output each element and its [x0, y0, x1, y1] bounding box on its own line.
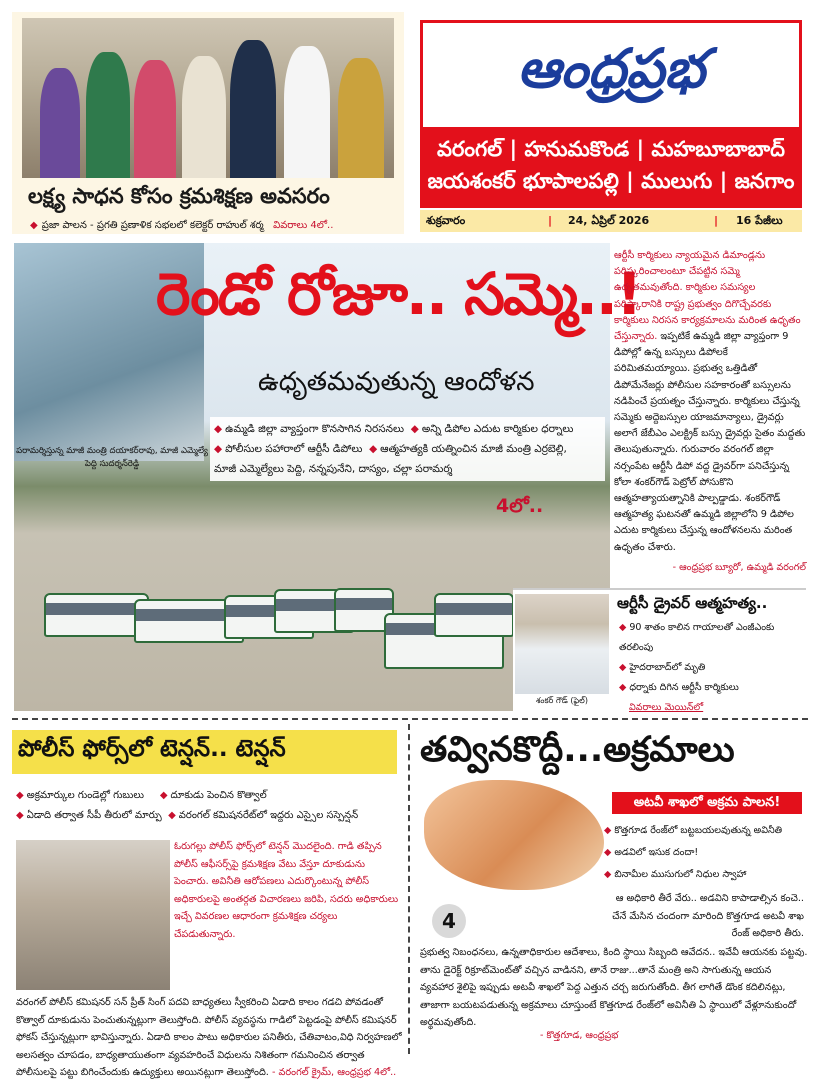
forest-body-text: ప్రభుత్వ నిబంధనలు, ఉన్నతాధికారుల ఆదేశాలు, కింది స్థాయి సిబ్బంది ఆవేదన.. ఇవేవీ ఆయనకు పట్టవు. తాను డైరెక్ట్ రిక్రూట్‌మెంట్‌తో వచ్చిన వాడినని, తానే రాజు...తానే మంత్రి అని సాగుతున్న ఆయన వ్యవహార శైలిపై ఇప్పుడు అటవీ శాఖలో పెద్ద ఎత్తున చర్చ జరుగుతోంది. తీగ లాగితే డొంక కదిలినట్లు, తాజాగా బయటపడుతున్న అక్రమాలు చూస్తుంటే కొత్తగూడ రేంజ్‌లో అవినీతి ఏ స్థాయిలో వేళ్లూనుకుందో అర్థమవుతోంది. — [420, 947, 808, 1028]
forest-byline: - కొత్తగూడ, ఆంధ్రప్రభ — [540, 1030, 619, 1041]
issue-day: శుక్రవారం — [426, 214, 466, 227]
felicitation-photo — [22, 18, 394, 178]
police-ref[interactable]: 4లో.. — [373, 1067, 397, 1078]
forest-bullet: అడవిలో ఇసుక దందా! — [614, 847, 699, 858]
driver-box-title: ఆర్టీసీ డ్రైవర్ ఆత్మహత్య.. — [617, 594, 768, 612]
driver-photo-caption: శంకర్ గౌడ్ (ఫైల్) — [536, 696, 588, 705]
page-number-badge: 4 — [432, 904, 466, 938]
police-bullet: దూకుడు పెంచిన కొత్వాల్ — [170, 790, 267, 801]
driver-item: ధర్నాకు దిగిన ఆర్టీసీ కార్మికులు — [629, 682, 739, 693]
issue-date: 24, ఏప్రిల్ 2026 — [568, 214, 650, 227]
newspaper-title: ఆంధ్రప్రభ — [423, 23, 799, 127]
police-bullets: ◆ అక్రమార్కుల గుండెల్లో గుబులు ◆ దూకుడు పెంచిన కొత్వాల్ ◆ ఏడాది తర్వాత సీపీ తీరులో మార్పు ◆ వరంగల్ కమిషనరేట్‌లో ఇద్దరు ఎస్సైల సస్పెన్షన్ — [16, 790, 359, 821]
lead-headline: రెండో రోజూ.. సమ్మె..! — [156, 260, 641, 328]
driver-box-ref[interactable]: వివరాలు మెయిన్‌లో — [629, 702, 704, 713]
forest-tag: అటవీ శాఖలో అక్రమ పాలన! — [612, 792, 802, 814]
driver-item: హైదరాబాద్‌లో మృతి — [629, 662, 706, 673]
edition-districts-line-1: వరంగల్ | హనుమకొండ | మహబూబాబాద్ — [437, 137, 785, 161]
top-story-subline: ◆ ప్రజా పాలన - ప్రగతి ప్రణాళిక సభలలో కలెక్టర్ రాహుల్ శర్మ వివరాలు 4లో.. — [30, 220, 334, 231]
police-headline: పోలీస్ ఫోర్స్‌లో టెన్షన్.. టెన్షన్ — [18, 736, 286, 762]
column-divider — [408, 724, 410, 1054]
lead-bullet: అన్ని డిపోల ఎదుట కార్మికుల ధర్నాలు — [421, 423, 574, 435]
lead-bullet: ఆత్మహత్యకి యత్నించిన మాజీ మంత్రి ఎర్రబెల్లి, — [380, 443, 567, 455]
police-bullet: వరంగల్ కమిషనరేట్‌లో ఇద్దరు ఎస్సైల సస్పెన్షన్ — [178, 810, 359, 821]
lead-bullet: ఉమ్మడి జిల్లా వ్యాప్తంగా కొనసాగిన నిరసనలు — [225, 423, 405, 435]
top-story-ref[interactable]: వివరాలు 4లో.. — [273, 220, 334, 231]
driver-box-list: ◆ 90 శాతం కాలిన గాయాలతో ఎంజీఎంకు తరలింపు ◆ హైదరాబాద్‌లో మృతి ◆ ధర్నాకు దిగిన ఆర్టీసీ కార్మికులు వివరాలు మెయిన్‌లో — [619, 618, 804, 718]
forest-intro-text: ఆ అధికారి తీరే వేరు.. అడవిని కాపాడాల్సిన కంచె.. చేనే మేసిన చందంగా మారింది కొత్తగూడ అటవీ శాఖ రేంజ్ అధికారి తీరు. — [612, 893, 804, 939]
lead-byline: - ఆంధ్రప్రభ బ్యూరో, ఉమ్మడి వరంగల్ — [672, 562, 806, 573]
police-bullet: అక్రమార్కుల గుండెల్లో గుబులు — [26, 790, 144, 801]
top-story — [12, 12, 404, 234]
edition-districts-line-2: జయశంకర్ భూపాలపల్లి | ములుగు | జనగాం — [427, 169, 795, 193]
hospital-photo-caption: పరామర్శిస్తున్న మాజీ మంత్రి దయాకర్‌రావు, మాజీ ఎమ్మెల్యే పెద్ది సుదర్శన్‌రెడ్డి — [16, 446, 208, 469]
lead-column-text: ఆర్టీసీ కార్మికులు న్యాయమైన డిమాండ్లను పరిష్కరించాలంటూ చేపట్టిన సమ్మె ఉధృతమవుతోంది. కార్మికుల సమస్యల పరిష్కారానికి రాష్ట్ర ప్రభుత్వం దిగొచ్చేవరకు కార్మికులు నిరసన కార్యక్రమాలను మరింత ఉధృతం చేస్తున్నారు. ఇప్పటికే ఉమ్మడి జిల్లా వ్యాప్తంగా 9 డిపోల్లో ఉన్న బస్సులు డిపోలకే పరిమితమయ్యాయి. ప్రభుత్వ ఒత్తిడితో డిపోమేనేజర్లు పోలీసుల సహకారంతో బస్సులను నడిపించే ప్రయత్నం చేస్తున్నారు. కార్మికులు చేస్తున్న సమ్మెకు అద్దెబస్సుల యాజమాన్యాలు, డ్రైవర్లు అలాగే జేబీఎం ఎలక్ట్రిక్ బస్సు డ్రైవర్లు సైతం మద్దతు తెలుపుతున్నారు. గురువారం వరంగల్ జిల్లా నర్సంపేట ఆర్టీసీ డిపో వద్ద డ్రైవర్‌గా పనిచేస్తున్న కోలా శంకర్‌గౌడ్ పెట్రోల్ పోసుకొని ఆత్మహత్యాయత్నానికి పాల్పడ్డాడు. శంకర్‌గౌడ్ ఆత్మహత్య ఘటనతో ఉమ్మడి జిల్లాలోని 9 డిపోల ఎదుట కార్మికులు చేస్తున్న ఆందోళనలను మరింత ఉధృతం చేశారు. — [614, 250, 806, 553]
forest-bullet: బినామీల ముసుగులో నిధుల స్వాహా — [614, 869, 747, 880]
police-body-text: ఓరుగల్లు పోలీస్ ఫోర్స్‌లో టెన్షన్ మొదలైంది. గాడి తప్పిన పోలీస్ ఆఫీసర్స్‌పై క్రమశిక్షణ వేటు వేస్తూ దూకుడును పెంచారు. అవినీతి ఆరోపణలు ఎదుర్కొంటున్న పోలీస్ అధికారులపై అంతర్గత విచారణలు జరిపి, సదరు అధికారులు ఇచ్చే వివరణల ఆధారంగా క్రమశిక్షణ చర్యలు చేపడుతున్నారు. — [174, 841, 399, 940]
driver-item: 90 శాతం కాలిన గాయాలతో ఎంజీఎంకు తరలింపు — [619, 622, 775, 653]
page-count: 16 పేజీలు — [736, 214, 783, 227]
masthead — [420, 20, 802, 208]
top-story-headline: లక్ష్య సాధన కోసం క్రమశిక్షణ అవసరం — [28, 184, 330, 208]
bribe-hands-illustration — [424, 780, 604, 890]
police-body-text-continued: వరంగల్ పోలీస్ కమిషనర్ సన్ ప్రీత్ సింగ్ పదవి బాధ్యతలు స్వీకరించి ఏడాది కాలం గడచి పోవడంతో కొత్వాల్ దూకుడును పెంచుతున్నట్లుగా తెలుస్తోంది. పోలీస్ వ్యవస్థను గాడిలో పెట్టడంపై పోలీస్ కమిషనర్ ఫోకస్ చేస్తున్నట్లుగా భావిస్తున్నారు. ఏడాది కాలం పాటు అధికారుల పనితీరు, చేతివాటం,విధి నిర్వహణలో అలసత్వం చూపడం, బాధ్యతాయుతంగా వ్యవహరించే విధులను నిశితంగా గమనించిన తర్వాత పోలీసులపై పట్టు బిగించేందుకు ఉద్యుక్తులు అయినట్లుగా తెలుస్తోంది. - వరంగల్ క్రైమ్, ఆంధ్రప్రభ 4లో.. — [16, 997, 402, 1078]
police-byline: - వరంగల్ క్రైమ్, ఆంధ్రప్రభ — [271, 1067, 371, 1078]
driver-photo — [515, 594, 609, 694]
driver-box — [513, 588, 806, 712]
lead-subheadline: ఉధృతమవుతున్న ఆందోళన — [258, 367, 535, 397]
section-divider — [12, 718, 808, 720]
forest-headline: తవ్వినకొద్దీ...అక్రమాలు — [420, 730, 735, 770]
lead-bullet: పోలీసుల పహారాలో ఆర్టీసీ డిపోలు — [225, 443, 363, 455]
police-commissioner-photo — [16, 840, 170, 990]
police-headline-bar — [12, 730, 397, 774]
lead-bullets: ◆ ఉమ్మడి జిల్లా వ్యాప్తంగా కొనసాగిన నిరసనలు ◆ అన్ని డిపోల ఎదుట కార్మికుల ధర్నాలు ◆ పోలీసుల పహారాలో ఆర్టీసీ డిపోలు ◆ ఆత్మహత్యకి యత్నించిన మాజీ మంత్రి ఎర్రబెల్లి, మాజీ ఎమ్మెల్యేలు పెద్ది, నన్నపునేని, దాస్యం, చల్లా పరామర్శ — [210, 417, 605, 481]
date-strip: శుక్రవారం | 24, ఏప్రిల్ 2026 | 16 పేజీలు — [420, 210, 802, 232]
forest-bullets: ◆ కొత్తగూడ రేంజ్‌లో బట్టబయలవుతున్న అవినీతి ◆ అడవిలో ఇసుక దందా! ◆ బినామీల ముసుగులో నిధుల స్వాహా — [604, 825, 783, 880]
lead-ref[interactable]: 4లో.. — [496, 495, 544, 517]
forest-bullet: కొత్తగూడ రేంజ్‌లో బట్టబయలవుతున్న అవినీతి — [614, 825, 783, 836]
police-bullet: ఏడాది తర్వాత సీపీ తీరులో మార్పు — [26, 810, 162, 821]
lead-bullet: మాజీ ఎమ్మెల్యేలు పెద్ది, నన్నపునేని, దాస్యం, చల్లా పరామర్శ — [214, 463, 453, 475]
